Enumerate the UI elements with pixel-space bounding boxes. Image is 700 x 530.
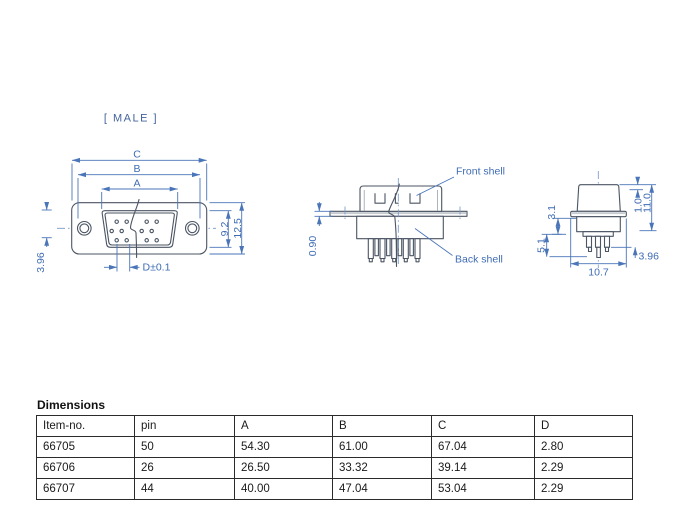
dim-label-3-1: 3.1 bbox=[545, 204, 558, 220]
dim-label-3-96-front: 3.96 bbox=[35, 252, 48, 273]
table-cell-c: 67.04 bbox=[432, 437, 535, 458]
table-cell-c: 39.14 bbox=[432, 458, 535, 479]
col-header-item-no: Item-no. bbox=[37, 416, 135, 437]
front-shell-label: Front shell bbox=[456, 165, 506, 178]
table-cell-a: 40.00 bbox=[235, 479, 333, 500]
table-cell-b: 33.32 bbox=[333, 458, 432, 479]
col-header-b: B bbox=[333, 416, 432, 437]
dim-label-12-5: 12.5 bbox=[231, 218, 244, 239]
table-cell-item-no: 66707 bbox=[37, 479, 135, 500]
table-cell-d: 2.29 bbox=[535, 458, 633, 479]
table-cell-d: 2.29 bbox=[535, 479, 633, 500]
table-cell-pin: 50 bbox=[135, 437, 235, 458]
dim-label-pitch: D±0.1 bbox=[142, 261, 171, 274]
dim-label-11-0: 11.0 bbox=[641, 193, 654, 213]
table-header-row bbox=[37, 416, 633, 437]
side-view-drawing bbox=[307, 166, 505, 267]
table-cell-pin: 44 bbox=[135, 479, 235, 500]
dimensions-table-title: Dimensions bbox=[37, 398, 106, 412]
end-view-drawing bbox=[536, 171, 660, 279]
dim-label-0-90: 0.90 bbox=[307, 235, 320, 257]
table-cell-b: 47.04 bbox=[333, 479, 432, 500]
table-cell-a: 54.30 bbox=[235, 437, 333, 458]
pins-end bbox=[587, 236, 610, 257]
front-shell bbox=[360, 186, 442, 211]
table-cell-pin: 26 bbox=[135, 458, 235, 479]
dim-label-9-2: 9.2 bbox=[218, 221, 231, 237]
front-view-drawing bbox=[35, 149, 245, 274]
flange-end-shading bbox=[572, 212, 625, 214]
back-shell-label: Back shell bbox=[455, 253, 503, 266]
dim-label-3-96-end: 3.96 bbox=[638, 250, 659, 263]
solder-pins bbox=[368, 239, 420, 262]
shell-end bbox=[577, 185, 620, 212]
dim-label-c: C bbox=[133, 148, 141, 161]
table-row bbox=[37, 437, 633, 458]
dim-label-1-0: 1.0 bbox=[632, 198, 645, 213]
table-cell-c: 53.04 bbox=[432, 479, 535, 500]
table-row bbox=[37, 458, 633, 479]
table-cell-a: 26.50 bbox=[235, 458, 333, 479]
col-header-d: D bbox=[535, 416, 633, 437]
table-cell-item-no: 66706 bbox=[37, 458, 135, 479]
table-cell-b: 61.00 bbox=[333, 437, 432, 458]
insulator-step bbox=[583, 232, 613, 237]
table-cell-d: 2.80 bbox=[535, 437, 633, 458]
dim-label-10-7: 10.7 bbox=[588, 266, 609, 279]
col-header-a: A bbox=[235, 416, 333, 437]
col-header-c: C bbox=[432, 416, 535, 437]
table-row bbox=[37, 479, 633, 500]
dim-label-a: A bbox=[133, 177, 141, 190]
dim-label-5-1: 5.1 bbox=[535, 238, 548, 253]
dim-label-b: B bbox=[133, 163, 141, 175]
back-shell bbox=[357, 216, 444, 238]
male-label: [ MALE ] bbox=[103, 112, 159, 125]
table-cell-item-no: 66705 bbox=[37, 437, 135, 458]
body-end bbox=[577, 217, 621, 232]
side-view-dimensions bbox=[307, 202, 332, 256]
dimensions-table bbox=[36, 415, 633, 500]
col-header-pin: pin bbox=[135, 416, 235, 437]
